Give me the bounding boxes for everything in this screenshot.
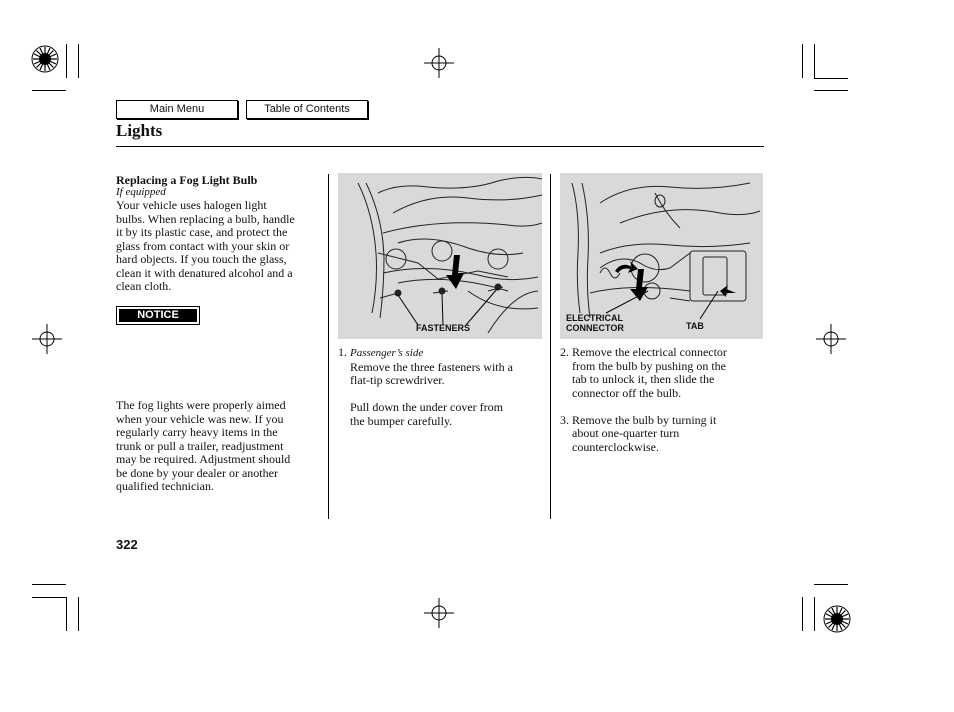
- registration-crosshair-icon: [424, 598, 454, 628]
- column-divider: [328, 174, 329, 519]
- registration-sunburst-icon: [822, 604, 852, 634]
- step-number: 3.: [560, 412, 569, 427]
- registration-crosshair-icon: [816, 324, 846, 354]
- step-1: 1. Passenger’s side Remove the three fasteners with a flat-tip screwdriver. Pull down the under cover from the bumper carefully.: [338, 345, 513, 428]
- title-rule: [116, 146, 764, 147]
- fasteners-illustration: [338, 173, 542, 339]
- table-of-contents-button[interactable]: Table of Contents: [246, 100, 368, 119]
- tab-label: TAB: [686, 321, 704, 331]
- step-side: Passenger’s side: [350, 347, 424, 359]
- step-2: 2. Remove the electrical connector from the bulb by pushing on the tab to unlock it, then slide the connector off the bulb. 3. Remove the bulb by turning it about one-quarter turn counterclockwise.: [560, 345, 727, 454]
- column-divider: [550, 174, 551, 519]
- step-number: 2.: [560, 345, 569, 359]
- registration-sunburst-icon: [30, 44, 60, 74]
- notice-badge: [116, 306, 200, 325]
- step-number: 1.: [338, 345, 347, 359]
- notice-label: NOTICE: [119, 309, 197, 322]
- registration-crosshair-icon: [32, 324, 62, 354]
- registration-crosshair-icon: [424, 48, 454, 78]
- undercover-drawing: [338, 173, 542, 339]
- connector-illustration: [560, 173, 763, 339]
- intro-paragraph: Your vehicle uses halogen light bulbs. When replacing a bulb, handle it by its plastic case, and protect the glass from contact with your skin or hard objects. If you touch the glass, clean it with denatured alcohol and a clean cloth.: [116, 198, 295, 293]
- aim-paragraph: The fog lights were properly aimed when your vehicle was new. If you regularly carry heavy items in the trunk or pull a trailer, readjustment may be required. Adjustment should be done by your dealer or another qualified technician.: [116, 398, 291, 493]
- section-heading: Replacing a Fog Light Bulb: [116, 173, 258, 187]
- fasteners-label: FASTENERS: [416, 323, 471, 333]
- page-number: 322: [116, 537, 138, 552]
- page-title: Lights: [116, 121, 163, 140]
- section-subheading: If equipped: [116, 186, 166, 198]
- main-menu-button[interactable]: Main Menu: [116, 100, 238, 119]
- electrical-connector-label: ELECTRICAL CONNECTOR: [566, 313, 624, 333]
